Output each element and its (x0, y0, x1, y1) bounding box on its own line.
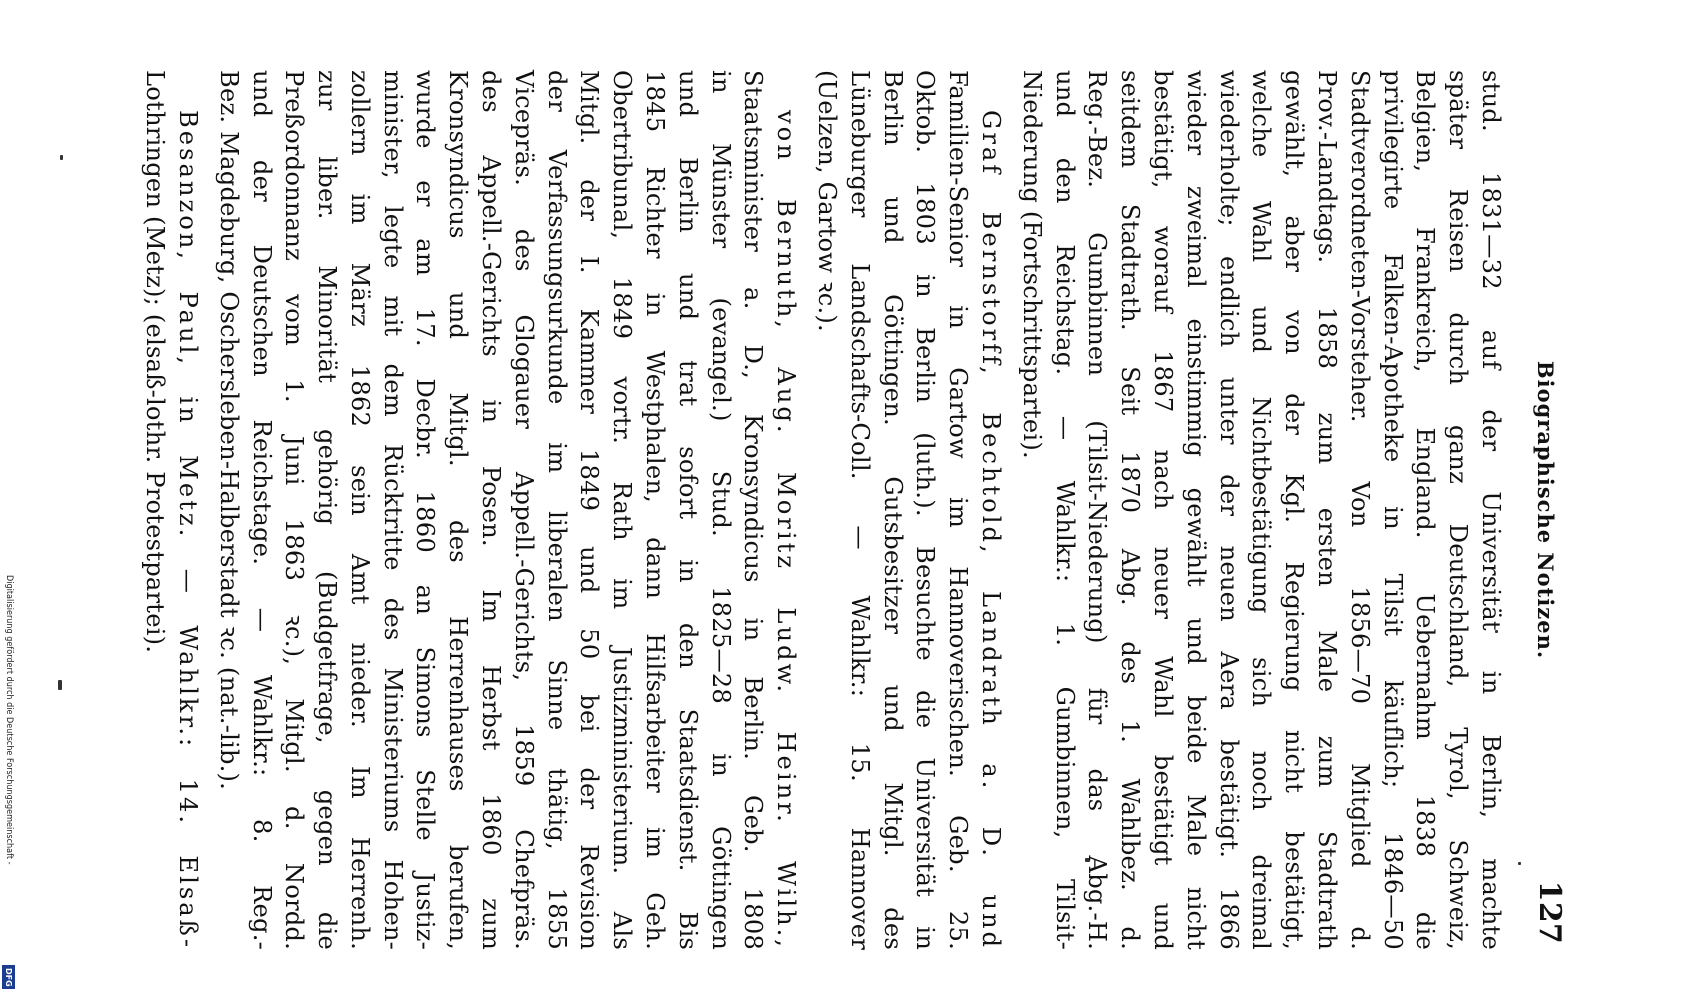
text-line: und Berlin und trat sofort in den Staatsdienst. Bis (673, 70, 702, 950)
text-line: Graf Bernstorff, Bechtold, Landrath a. D. und (977, 110, 1006, 950)
text-line: wurde er am 17. Decbr. 1860 an Simons Stelle Justiz- (411, 70, 440, 950)
text-line: (Uelzen, Gartow ꝛc.). (813, 70, 842, 332)
entry-gap (802, 70, 810, 950)
text-line: Mitgl. der I. Kammer 1849 und 50 bei der Revision (575, 70, 604, 950)
text-line: Lothringen (Metz); (elsaß-lothr. Protestpartei). (141, 70, 170, 654)
text-line: zur liber. Minorität gehörig (Budgetfrage, gegen die (313, 70, 342, 950)
text-line: Obertribunal, 1849 vortr. Rath im Justizministerium. Als (608, 70, 637, 950)
text-line: seitdem Stadtrath. Seit 1870 Abg. des 1. Wahlbez. d. (1116, 70, 1145, 950)
text-line: Belgien, Frankreich, England. Uebernahm 1838 die (1411, 70, 1440, 950)
text-line: Reg.-Bez. Gumbinnen (Tilsit-Niederung) für das Abg.-H. (1083, 70, 1112, 950)
text-line: privilegirte Falken-Apotheke in Tilsit käuflich; 1846—50 (1378, 70, 1407, 950)
entry-gap (204, 70, 212, 950)
text-line: von Bernuth, Aug. Moritz Ludw. Heinr. Wilh., (772, 110, 801, 950)
text-line: stud. 1831—32 auf der Universität in Berlin, machte (1477, 70, 1505, 950)
text-line: des Appell.-Gerichts in Posen. Im Herbst 1860 zum (477, 70, 506, 950)
text-line: minister, legte mit dem Rücktritte des Ministeriums Hohen- (378, 70, 407, 950)
text-line: der Verfassungsurkunde im liberalen Sinne thätig, 1855 (542, 70, 571, 950)
text-line: Vicepräs. des Glogauer Appell.-Gerichts, 1859 Chefpräs. (509, 70, 538, 950)
text-line: Prov.-Landtags. 1858 zum ersten Male zum Stadtrath (1313, 70, 1342, 950)
text-line: 1845 Richter in Westphalen, dann Hilfsarbeiter im Geh. (641, 70, 670, 950)
text-line: Staatsminister a. D., Kronsyndicus in Berlin. Geb. 1808 (739, 70, 768, 950)
text-line: welche Wahl und Nichtbestätigung sich noch dreimal (1247, 70, 1276, 950)
text-line: wieder zweimal einstimmig gewählt und beide Male nicht (1181, 70, 1210, 950)
entry-bernstorff (810, 70, 1007, 950)
document-page (85, 70, 1565, 950)
text-line: Lüneburger Landschafts-Coll. — Wahlkr.: 15. Hannover (845, 70, 874, 950)
text-line: Preßordonnanz vom 1. Juni 1863 ꝛc.), Mitgl. d. Nordd. (280, 70, 309, 950)
text-line: Berlin und Göttingen. Gutsbesitzer und Mitgl. des (878, 70, 907, 950)
entry-continuation (1015, 70, 1507, 950)
text-line: Familien-Senior in Gartow im Hannoverischen. Geb. 25. (944, 70, 973, 950)
text-line: bestätigt, worauf 1867 nach neuer Wahl bestätigt und (1149, 70, 1178, 950)
dfg-logo-icon: DFG (2, 965, 15, 989)
text-line: Besanzon, Paul, in Metz. — Wahlkr.: 14. Elsaß- (173, 110, 202, 950)
text-line: wiederholte; endlich unter der neuen Aera bestätigt. 1866 (1214, 70, 1243, 950)
text-line: Stadtverordneten-Vorsteher. Von 1856—70 Mitglied d. (1345, 70, 1374, 950)
text-line: Oktob. 1803 in Berlin (luth.). Besuchte die Universität in (911, 70, 940, 950)
entry-besanzon (138, 70, 204, 950)
text-line: Kronsyndicus und Mitgl. des Herrenhauses berufen, (444, 70, 473, 950)
digitization-credit: Digitalisierung gefördert durch die Deutsche Forschungsgemeinschaft - (4, 575, 14, 865)
text-line: später Reisen durch ganz Deutschland, Tyrol, Schweiz, (1444, 70, 1473, 950)
text-line: und den Reichstag. — Wahlkr.: 1. Gumbinnen, Tilsit- (1050, 70, 1079, 950)
entry-bernuth (212, 70, 802, 950)
text-line: Niederung (Fortschrittspartei). (1017, 70, 1046, 459)
text-line: in Münster (evangel.) Stud. 1825—28 in Göttingen (706, 70, 735, 950)
text-line: Bez. Magdeburg, Oschersleben-Halberstadt ꝛc. (nat.-lib.). (214, 70, 243, 791)
page-header (1525, 70, 1565, 950)
entry-gap (1007, 70, 1015, 950)
running-head: Biographische Notizen. (1533, 360, 1558, 660)
text-line: und der Deutschen Reichstage. — Wahlkr.: 8. Reg.- (247, 70, 276, 950)
text-line: gewählt, aber von der Kgl. Regierung nicht bestätigt, (1280, 70, 1309, 950)
page-number: 127 (1532, 880, 1567, 944)
text-line: zollern im März 1862 sein Amt nieder. Im Herrenh. (345, 70, 374, 950)
